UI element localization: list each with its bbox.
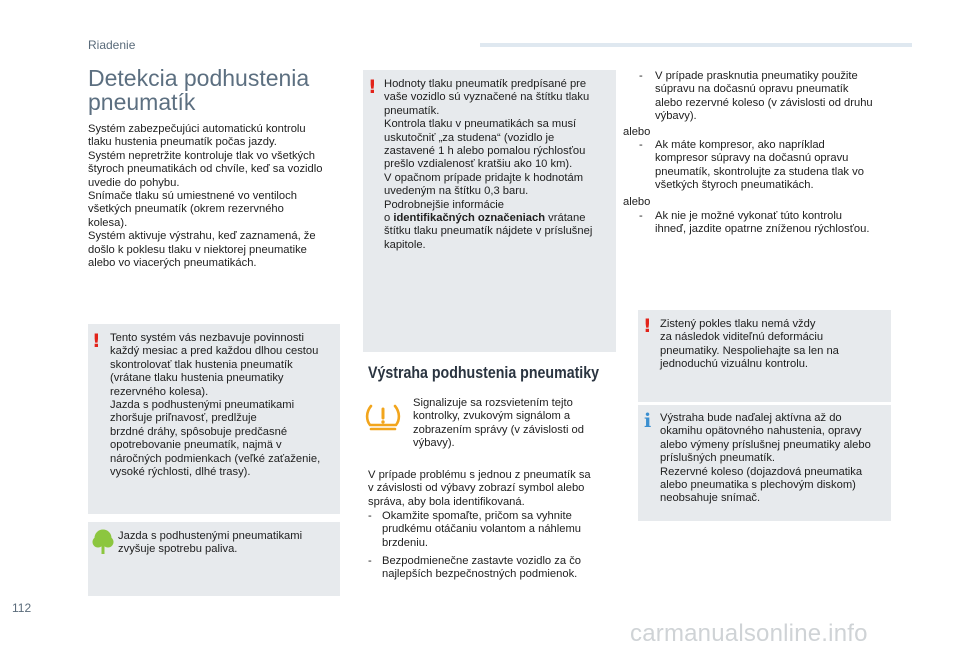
page-title: Detekcia podhustenia pneumatík xyxy=(88,65,310,115)
or-label: alebo xyxy=(623,126,651,138)
warning-box-right xyxy=(638,310,891,402)
watermark: carmanualsonline.info xyxy=(630,620,868,647)
list-dash: - xyxy=(639,139,643,151)
section-label: Riadenie xyxy=(88,38,136,52)
list-item: Ak nie je možné vykonať túto kontrolu ihneď, jazdite opatrne zníženou rýchlosťou. xyxy=(655,210,870,236)
header-bar xyxy=(480,43,912,47)
warning-box-middle xyxy=(363,70,616,352)
page-number: 112 xyxy=(12,601,32,615)
eco-box xyxy=(88,522,340,596)
list-dash: - xyxy=(639,210,643,222)
list-dash: - xyxy=(639,70,643,82)
tire-pressure-warning-icon xyxy=(364,401,402,437)
list-item: Okamžite spomaľte, pričom sa vyhnite prudkému otáčaniu volantom a náhlemu brzdeniu. xyxy=(382,510,582,549)
tree-icon xyxy=(92,529,114,555)
pressure-info-text: Hodnoty tlaku pneumatík predpísané pre vaše vozidlo sú vyznačené na štítku tlaku pneumatík. Kontrola tlaku v pneumatikách sa musí uskutočniť „za studena“ (vozidlo je zastavené 1 h alebo pomalou rýchlosťou prešlo vzdialenosť kratšiu ako 10 km). V opačnom prípade pridajte k hodnotám uvedeným na štítku 0,3 baru. Podrobnejšie informácie o identifikačných označeniach vrátane štítku tlaku pneumatík nájdete v príslušnej kapitole. xyxy=(384,78,593,251)
or-label: alebo xyxy=(623,196,651,208)
warning-icon: ! xyxy=(368,76,377,98)
list-dash: - xyxy=(368,510,372,522)
problem-paragraph: V prípade problému s jednou z pneumatík sa v závislosti od výbavy zobrazí symbol alebo správa, aby bola identifikovaná. xyxy=(368,469,591,508)
list-item: Ak máte kompresor, ako napríklad kompresor súpravy na dočasnú opravu pneumatík, skontrolujte za studena tlak vo všetkých štyroch pneumatikách. xyxy=(655,139,864,192)
list-item: V prípade prasknutia pneumatiky použite súpravu na dočasnú opravu pneumatík alebo rezervné koleso (v závislosti od druhu výbavy). xyxy=(655,70,873,123)
warning-light-text: Signalizuje sa rozsvietením tejto kontrolky, zvukovým signálom a zobrazením správy (v závislosti od výbavy). xyxy=(413,397,584,450)
info-text: Výstraha bude naďalej aktívna až do okamihu opätovného nahustenia, opravy alebo výmeny príslušnej pneumatiky alebo príslušných pneumatík. Rezervné koleso (dojazdová pneumatika alebo pneumatika s plechovým diskom) neobsahuje snímač. xyxy=(660,412,871,505)
eco-text: Jazda s podhustenými pneumatikami zvyšuje spotrebu paliva. xyxy=(118,530,303,556)
warning-box-left xyxy=(88,324,340,514)
list-item: Bezpodmienečne zastavte vozidlo za čo najlepších bezpečnostných podmienok. xyxy=(382,555,582,581)
deformation-warning-text: Zistený pokles tlaku nemá vždy za následok viditeľnú deformáciu pneumatiky. Nespoliehajte sa len na jednoduchú vizuálnu kontrolu. xyxy=(660,318,839,371)
warning-icon: ! xyxy=(92,330,101,352)
warning-icon: ! xyxy=(643,315,652,337)
section-heading: Výstraha podhustenia pneumatiky xyxy=(368,364,600,382)
warning-text: Tento systém vás nezbavuje povinnosti každý mesiac a pred každou dlhou cestou skontrolovať tlak hustenia pneumatík (vrátane tlaku hustenia pneumatiky rezervného kolesa). Jazda s podhustenými pneumatikami zhoršuje priľnavosť, predlžuje brzdné dráhy, spôsobuje predčasné opotrebovanie pneumatík, najmä v náročných podmienkach (veľké zaťaženie, vysoké rýchlosti, dlhé trasy). xyxy=(110,332,321,479)
info-icon: i xyxy=(644,410,652,432)
list-dash: - xyxy=(368,555,372,567)
info-box-right xyxy=(638,405,891,521)
intro-text: Systém zabezpečujúci automatickú kontrolu tlaku hustenia pneumatík počas jazdy. Systém nepretržite kontroluje tlak vo všetkých štyroch pneumatikách od chvíle, keď sa vozidlo uvedie do pohybu. Snímače tlaku sú umiestnené vo ventiloch všetkých pneumatík (okrem rezervného kolesa). Systém aktivuje výstrahu, keď zaznamená, že došlo k poklesu tlaku v niektorej pneumatike alebo vo viacerých pneumatikách. xyxy=(88,123,323,270)
